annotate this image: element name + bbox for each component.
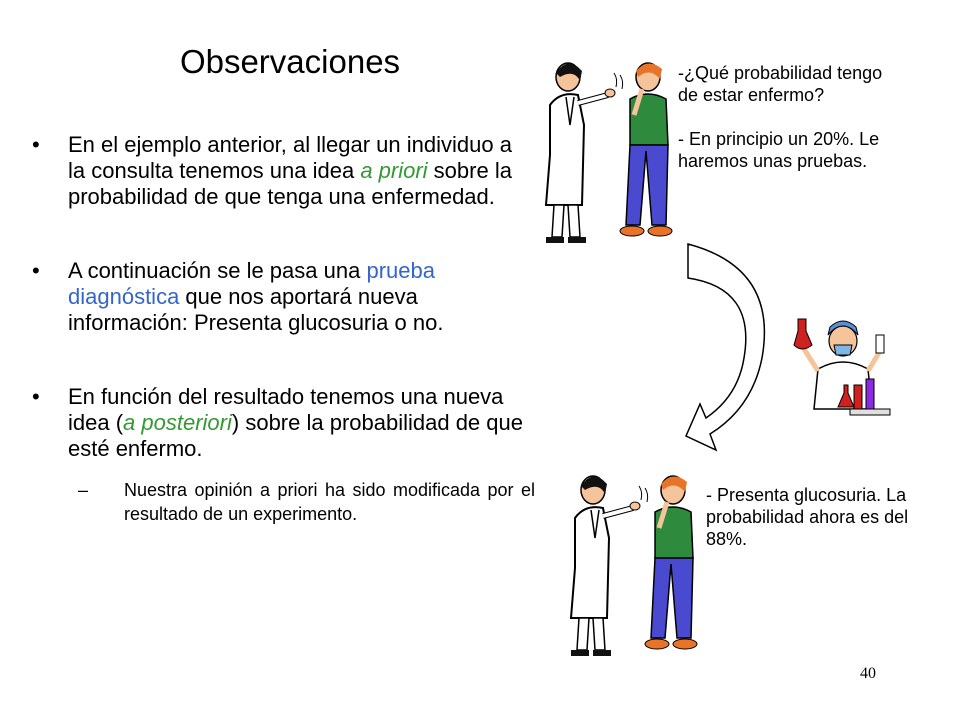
patient-figure xyxy=(645,476,697,649)
doctor-result: - Presenta glucosuria. La probabilidad ahora es del 88%. xyxy=(706,485,909,549)
sub-bullet-dash: – xyxy=(78,480,89,500)
doctor-figure xyxy=(571,476,640,656)
bullet-text-highlight: a posteriori xyxy=(123,410,232,435)
doctor-answer: - En principio un 20%. Le haremos unas pruebas. xyxy=(678,129,880,171)
bullet-text-part: A continuación se le pasa una xyxy=(68,258,367,283)
bullet-text-part: sobre la probabilidad de que tenga una enfermedad. xyxy=(68,158,512,209)
bullet-item xyxy=(30,132,535,210)
patient-question: -¿Qué probabilidad tengo de estar enfermo? xyxy=(678,63,883,105)
bullet-item xyxy=(30,258,535,336)
lab-technician-clipart xyxy=(788,305,898,417)
doctor-patient-clipart xyxy=(530,55,680,250)
bullet-item xyxy=(30,384,535,526)
bullet-text-part: En función del resultado tenemos una nueva idea ( xyxy=(68,384,504,435)
bullet-text-part: En el ejemplo anterior, al llegar un individuo a la consulta tenemos una idea xyxy=(68,132,512,183)
bullet-dot: • xyxy=(32,258,40,283)
bullet-text-highlight: a priori xyxy=(360,158,428,183)
bullet-text-part: que nos aportará nueva información: Presenta glucosuria o no. xyxy=(68,284,444,335)
patient-figure xyxy=(620,63,672,236)
bullet-dot: • xyxy=(32,132,40,157)
doctor-figure xyxy=(546,63,615,243)
doctor-patient-clipart xyxy=(555,468,705,663)
bullet-list xyxy=(30,132,535,526)
bullet-text-part: ) sobre la probabilidad de que esté enfermo. xyxy=(68,410,523,461)
slide-title: Observaciones xyxy=(179,43,401,80)
dialogue-top xyxy=(678,62,888,172)
sub-bullet-text: Nuestra opinión a priori ha sido modificada por el resultado de un experimento. xyxy=(124,480,535,524)
sub-bullet-item xyxy=(78,478,535,526)
curved-arrow-icon xyxy=(680,238,780,468)
bullet-dot: • xyxy=(32,384,40,409)
bullet-text-highlight: prueba diagnóstica xyxy=(68,258,435,309)
dialogue-bottom xyxy=(706,484,936,550)
page-number: 40 xyxy=(860,665,876,682)
